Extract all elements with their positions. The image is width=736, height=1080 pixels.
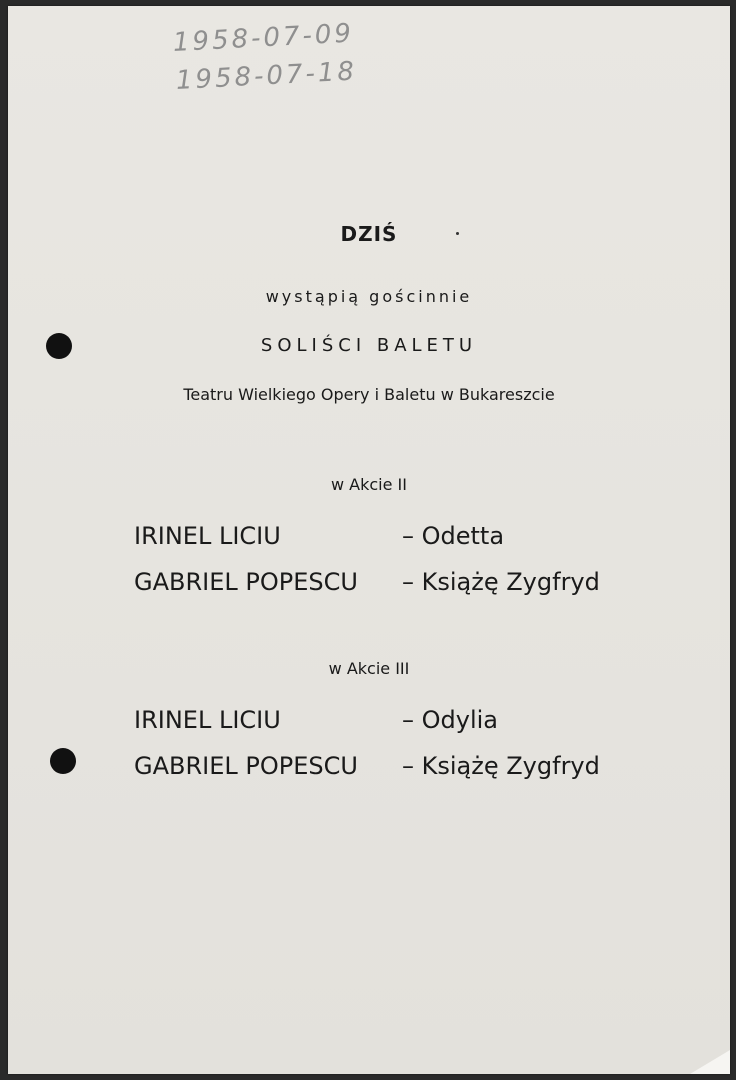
document-page (8, 6, 730, 1074)
heading-today: DZIŚ (340, 222, 398, 246)
dancer-name: IRINEL LICIU (134, 522, 281, 550)
act-3-heading: w Akcie III (328, 659, 410, 678)
role-name: – Książę Zygfryd (402, 752, 600, 780)
dancer-name: GABRIEL POPESCU (134, 752, 358, 780)
handwritten-date-1: 1958-07-09 (172, 18, 355, 58)
dancer-name: IRINEL LICIU (134, 706, 281, 734)
handwritten-date-2: 1958-07-18 (175, 56, 358, 96)
guest-appearance-text: wystąpią gościnnie (265, 287, 473, 306)
soloists-title: SOLIŚCI BALETU (260, 335, 478, 356)
folded-corner (690, 1050, 730, 1074)
cast-row (134, 706, 498, 734)
role-name: – Odylia (402, 706, 498, 734)
cast-row (134, 752, 600, 780)
ink-speck (456, 232, 459, 235)
theatre-name: Teatru Wielkiego Opery i Baletu w Bukareszcie (183, 385, 555, 404)
act-2-heading: w Akcie II (331, 475, 407, 494)
cast-row (134, 522, 504, 550)
role-name: – Odetta (402, 522, 505, 550)
cast-row (134, 568, 600, 596)
punch-hole-icon (50, 748, 76, 774)
dancer-name: GABRIEL POPESCU (134, 568, 358, 596)
role-name: – Książę Zygfryd (402, 568, 600, 596)
